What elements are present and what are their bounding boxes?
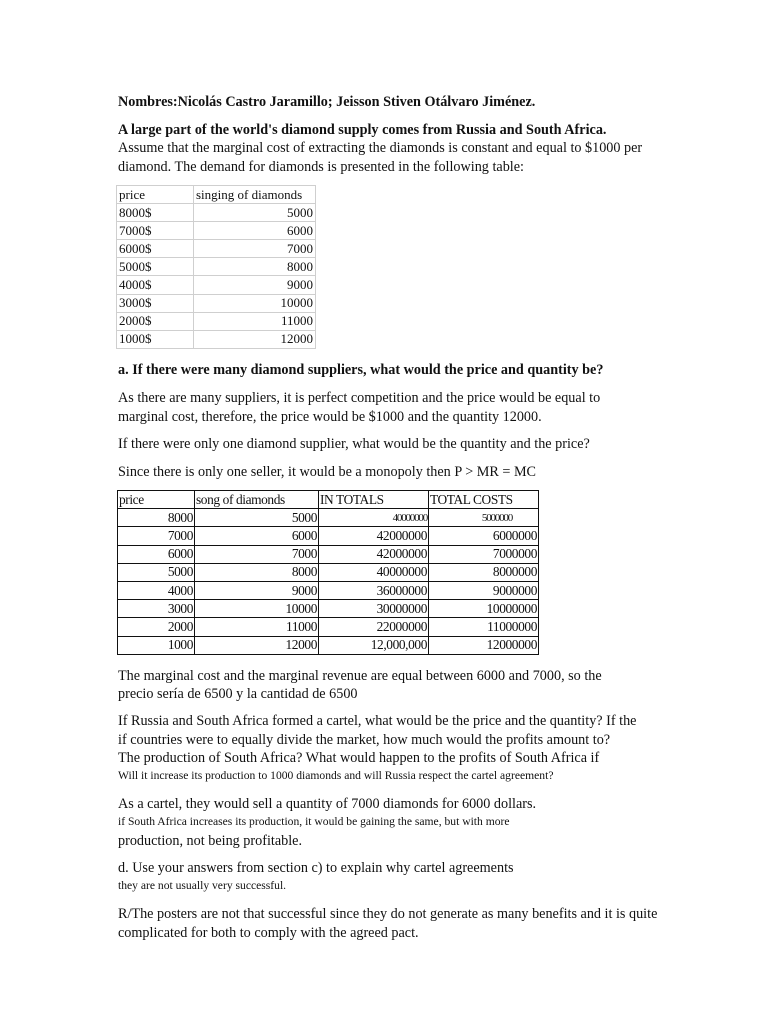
price-cell: 5000 [118, 563, 195, 581]
table-header-cell: TOTAL COSTS [429, 491, 539, 509]
revenue-cell: 12,000,000 [319, 636, 429, 654]
quantity-cell: 10000 [194, 294, 316, 312]
quantity-cell: 8000 [195, 563, 319, 581]
quantity-cell: 11000 [195, 618, 319, 636]
question-a: a. If there were many diamond suppliers, what would the price and quantity be? [118, 362, 604, 378]
price-cell: 4000$ [117, 276, 194, 294]
authors-line: Nombres:Nicolás Castro Jaramillo; Jeisson Stiven Otálvaro Jiménez. [118, 94, 536, 110]
conclusion-b-line: precio sería de 6500 y la cantidad de 6500 [118, 686, 358, 702]
question-b: If there were only one diamond supplier, what would be the quantity and the price? [118, 436, 590, 452]
table-row [118, 527, 539, 545]
answer-b: Since there is only one seller, it would be a monopoly then P > MR = MC [118, 464, 537, 480]
table-row [117, 258, 316, 276]
revenue-cell: 42000000 [319, 527, 429, 545]
table-row [118, 618, 539, 636]
cost-cell: 5000000 [429, 509, 539, 527]
price-cell: 7000$ [117, 222, 194, 240]
cost-cell: 8000000 [429, 563, 539, 581]
revenue-cell: 36000000 [319, 581, 429, 599]
price-cell: 5000$ [117, 258, 194, 276]
answer-d-line: R/The posters are not that successful since they do not generate as many benefits and it is quite [118, 906, 658, 922]
intro-line: diamond. The demand for diamonds is presented in the following table: [118, 159, 524, 175]
quantity-cell: 9000 [195, 581, 319, 599]
cost-cell: 11000000 [429, 618, 539, 636]
table-row [117, 276, 316, 294]
quantity-cell: 11000 [194, 312, 316, 330]
revenue-cell: 22000000 [319, 618, 429, 636]
cost-cell: 12000000 [429, 636, 539, 654]
quantity-cell: 6000 [194, 222, 316, 240]
table-header-cell: song of diamonds [195, 491, 319, 509]
quantity-cell: 8000 [194, 258, 316, 276]
revenue-cell: 40000000 [319, 563, 429, 581]
cost-cell: 9000000 [429, 581, 539, 599]
question-c-line: The production of South Africa? What would happen to the profits of South Africa if [118, 750, 600, 766]
revenue-cell: 40000000 [319, 509, 429, 527]
answer-a-line: As there are many suppliers, it is perfect competition and the price would be equal to [118, 390, 601, 406]
conclusion-b-line: The marginal cost and the marginal revenue are equal between 6000 and 7000, so the [118, 668, 602, 684]
table-header-cell: singing of diamonds [194, 186, 316, 204]
price-cell: 3000$ [117, 294, 194, 312]
price-cell: 7000 [118, 527, 195, 545]
quantity-cell: 5000 [194, 204, 316, 222]
table-header-cell: price [117, 186, 194, 204]
price-cell: 6000 [118, 545, 195, 563]
quantity-cell: 5000 [195, 509, 319, 527]
table-row [117, 222, 316, 240]
cost-cell: 10000000 [429, 600, 539, 618]
quantity-cell: 9000 [194, 276, 316, 294]
quantity-cell: 10000 [195, 600, 319, 618]
table-row [117, 204, 316, 222]
price-cell: 8000 [118, 509, 195, 527]
quantity-cell: 7000 [195, 545, 319, 563]
table-header-cell: IN TOTALS [319, 491, 429, 509]
table-header-cell: price [118, 491, 195, 509]
price-cell: 3000 [118, 600, 195, 618]
table-row [118, 600, 539, 618]
question-d-line: d. Use your answers from section c) to explain why cartel agreements [118, 860, 514, 876]
question-c-line: Will it increase its production to 1000 diamonds and will Russia respect the cartel agreement? [118, 769, 554, 782]
cost-cell: 6000000 [429, 527, 539, 545]
quantity-cell: 6000 [195, 527, 319, 545]
demand-table [116, 185, 316, 349]
price-cell: 2000$ [117, 312, 194, 330]
intro-line: Assume that the marginal cost of extracting the diamonds is constant and equal to $1000 per [118, 140, 643, 156]
price-cell: 8000$ [117, 204, 194, 222]
price-cell: 2000 [118, 618, 195, 636]
cost-cell: 7000000 [429, 545, 539, 563]
quantity-cell: 12000 [195, 636, 319, 654]
question-d-line: they are not usually very successful. [118, 879, 287, 892]
table-row [118, 581, 539, 599]
table-row [118, 545, 539, 563]
table-header-row [118, 491, 539, 509]
table-row [118, 563, 539, 581]
table-header-row [117, 186, 316, 204]
table-row [118, 636, 539, 654]
price-cell: 4000 [118, 581, 195, 599]
answer-c-line: As a cartel, they would sell a quantity of 7000 diamonds for 6000 dollars. [118, 796, 537, 812]
quantity-cell: 12000 [194, 330, 316, 348]
price-cell: 1000 [118, 636, 195, 654]
price-cell: 1000$ [117, 330, 194, 348]
revenue-cell: 30000000 [319, 600, 429, 618]
quantity-cell: 7000 [194, 240, 316, 258]
table-row [117, 294, 316, 312]
intro-headline: A large part of the world's diamond supply comes from Russia and South Africa. [118, 122, 607, 138]
question-c-line: if countries were to equally divide the market, how much would the profits amount to? [118, 732, 611, 748]
question-c-line: If Russia and South Africa formed a cartel, what would be the price and the quantity? If the [118, 713, 637, 729]
answer-c-line: production, not being profitable. [118, 833, 303, 849]
table-row [117, 312, 316, 330]
answer-a-line: marginal cost, therefore, the price would be $1000 and the quantity 12000. [118, 409, 542, 425]
table-row [117, 330, 316, 348]
revenue-cell: 42000000 [319, 545, 429, 563]
table-row [118, 509, 539, 527]
monopoly-table [117, 490, 539, 655]
answer-d-line: complicated for both to comply with the agreed pact. [118, 925, 419, 941]
price-cell: 6000$ [117, 240, 194, 258]
answer-c-line: if South Africa increases its production, it would be gaining the same, but with more [118, 815, 510, 828]
table-row [117, 240, 316, 258]
